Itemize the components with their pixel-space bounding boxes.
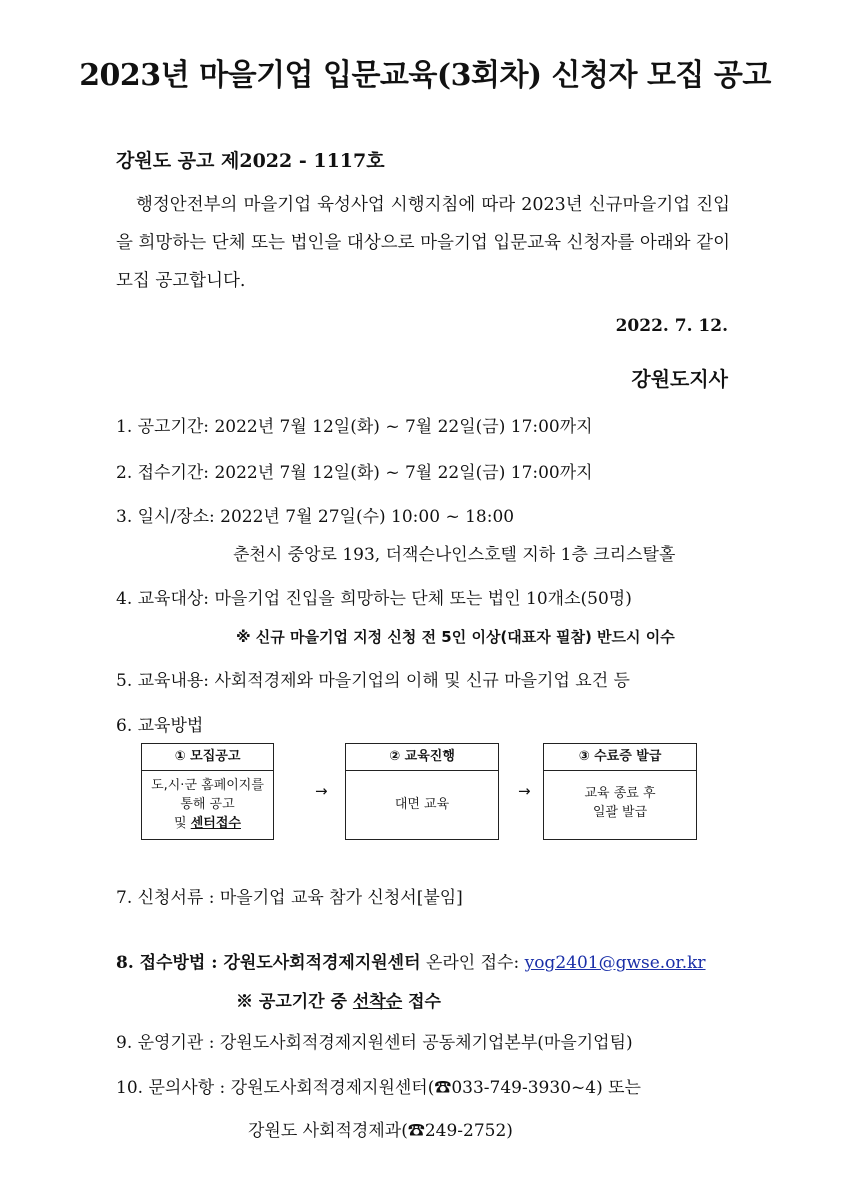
flow-step-certificate — [543, 743, 697, 840]
item-inquiry-line2: 강원도 사회적경제과(☎249-2752) — [248, 1121, 513, 1141]
flow-arrow-1: → — [315, 782, 328, 800]
item-reception-method-label: 8. 접수방법 : 강원도사회적경제지원센터 — [116, 953, 421, 973]
flow-step-education — [345, 743, 499, 840]
item-place: 춘천시 중앙로 193, 더잭슨나인스호텔 지하 1층 크리스탈홀 — [233, 545, 676, 565]
intro-text: 행정안전부의 마을기업 육성사업 시행지침에 따라 2023년 신규마을기업 진입을 희망하는 단체 또는 법인을 대상으로 마을기업 입문교육 신청자를 아래와 같이 모집 공고합니다. — [116, 195, 730, 291]
flow-step-recruit-line2: 통해 공고 — [180, 797, 235, 812]
item-reception-period: 2. 접수기간: 2022년 7월 12일(화) ~ 7월 22일(금) 17:00까지 — [116, 463, 593, 483]
flow-step-recruit-title: ① 모집공고 — [142, 744, 273, 771]
item-operator: 9. 운영기관 : 강원도사회적경제지원센터 공동체기업본부(마을기업팀) — [116, 1033, 633, 1053]
item-inquiry: 10. 문의사항 : 강원도사회적경제지원센터(☎033-749-3930~4) 또는 — [116, 1078, 641, 1098]
item-reception-method-text: 온라인 접수: — [425, 953, 520, 973]
flow-step-education-body: 대면 교육 — [394, 797, 450, 812]
item-documents: 7. 신청서류 : 마을기업 교육 참가 신청서[붙임] — [116, 888, 463, 908]
item-reception-method — [116, 948, 706, 973]
flow-step-education-title: ② 교육진행 — [346, 744, 498, 771]
item-target-note: ※ 신규 마을기업 지정 신청 전 5인 이상(대표자 필참) 반드시 이수 — [236, 628, 675, 646]
flow-step-recruit-body — [142, 771, 273, 833]
flow-step-certificate-line1: 교육 종료 후 — [584, 786, 656, 801]
intro-paragraph — [116, 186, 730, 300]
notice-date: 2022. 7. 12. — [615, 316, 728, 336]
flow-step-certificate-title: ③ 수료증 발급 — [544, 744, 696, 771]
flow-step-recruit-line1: 도,시·군 홈페이지를 — [151, 778, 264, 793]
flow-step-recruit-line3: 및 센터접수 — [174, 816, 241, 831]
item-content: 5. 교육내용: 사회적경제와 마을기업의 이해 및 신규 마을기업 요건 등 — [116, 671, 630, 691]
flow-step-certificate-body — [544, 771, 696, 822]
item-reception-note: ※ 공고기간 중 선착순 접수 — [236, 992, 441, 1012]
item-announcement-period: 1. 공고기간: 2022년 7월 12일(화) ~ 7월 22일(금) 17:00까지 — [116, 417, 593, 437]
item-method: 6. 교육방법 — [116, 716, 204, 736]
flow-step-recruit — [141, 743, 274, 840]
page-title: 2023년 마을기업 입문교육(3회차) 신청자 모집 공고 — [79, 58, 771, 93]
email-link[interactable]: yog2401@gwse.or.kr — [524, 953, 706, 973]
flow-step-certificate-line2: 일괄 발급 — [592, 805, 648, 820]
flow-arrow-2: → — [518, 782, 531, 800]
notice-number: 강원도 공고 제2022 - 1117호 — [116, 150, 385, 172]
item-date-place: 3. 일시/장소: 2022년 7월 27일(수) 10:00 ~ 18:00 — [116, 507, 515, 527]
issuing-organization: 강원도지사 — [631, 367, 728, 391]
item-target: 4. 교육대상: 마을기업 진입을 희망하는 단체 또는 법인 10개소(50명) — [116, 589, 632, 609]
